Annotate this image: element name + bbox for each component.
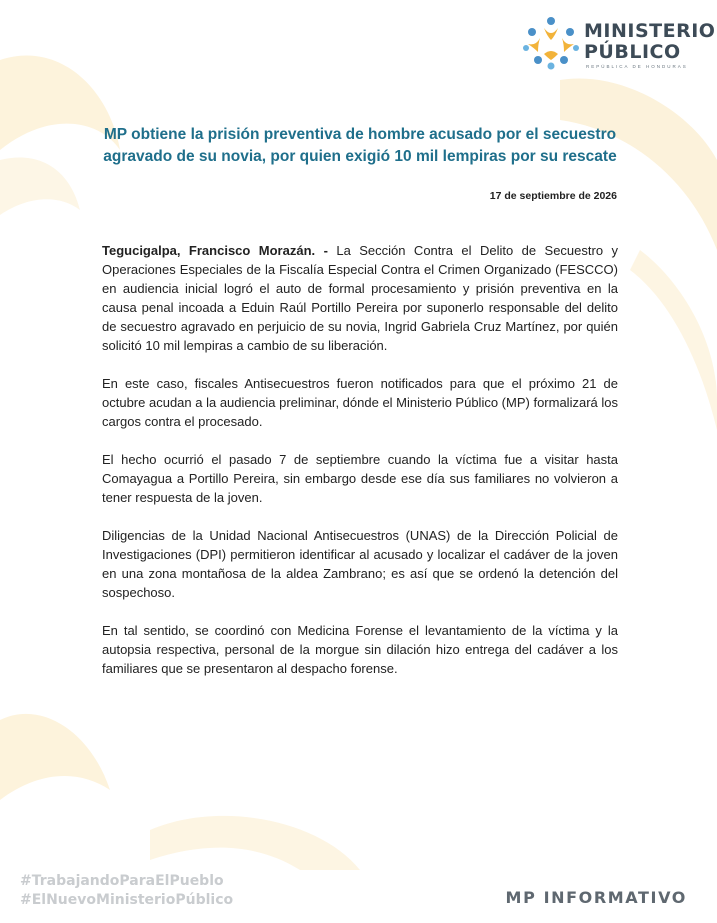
hashtags bbox=[20, 872, 233, 910]
paragraph-1-text: La Sección Contra el Delito de Secuestro y Operaciones Especiales de la Fiscalía Especial Contra el Crimen Organizado (FESCCO) en audiencia inicial logró el auto de formal procesamiento y prisión preventiva en la causa penal incoada a Eduin Raúl Portillo Pereira por suponerlo responsable del delito de secuestro agravado en perjuicio de su novia, Ingrid Gabriela Cruz Martínez, por quién solicitó 10 mil lempiras a cambio de su liberación. bbox=[102, 243, 618, 353]
paragraph-5: En tal sentido, se coordinó con Medicina Forense el levantamiento de la víctima y la autopsia respectiva, personal de la morgue sin dilación hizo entrega del cadáver a los familiares que se presentaron al despacho forense. bbox=[102, 623, 618, 676]
paragraph-4: Diligencias de la Unidad Nacional Antisecuestros (UNAS) de la Dirección Policial de Investigaciones (DPI) permitieron identificar al acusado y localizar el cadáver de la joven en una zona montañosa de la aldea Zambrano; es así que se ordenó la detención del sospechoso. bbox=[102, 528, 618, 600]
dateline: Tegucigalpa, Francisco Morazán. - bbox=[102, 243, 328, 258]
logo-title-line1: MINISTERIO bbox=[584, 20, 716, 42]
paragraph-2: En este caso, fiscales Antisecuestros fueron notificados para que el próximo 21 de octubre acudan a la audiencia preliminar, dónde el Ministerio Público (MP) formalizará los cargos contra el procesado. bbox=[102, 376, 618, 429]
logo-subtitle: REPÚBLICA DE HONDURAS bbox=[586, 64, 688, 69]
hashtag-2: #ElNuevoMinisterioPúblico bbox=[20, 892, 234, 908]
logo-emblem-icon bbox=[522, 14, 580, 72]
footer-brand: MP INFORMATIVO bbox=[505, 888, 687, 907]
article-title: MP obtiene la prisión preventiva de hombre acusado por el secuestro agravado de su novia, por quien exigió 10 mil lempiras por su rescate bbox=[103, 126, 617, 165]
paragraph-3: El hecho ocurrió el pasado 7 de septiembre cuando la víctima fue a visitar hasta Comayagua a Portillo Pereira, sin embargo desde ese día sus familiares no volvieron a tener respuesta de la joven. bbox=[102, 452, 618, 505]
ministerio-publico-logo bbox=[522, 14, 716, 74]
article-date: 17 de septiembre de 2026 bbox=[489, 190, 617, 202]
hashtag-1: #TrabajandoParaElPueblo bbox=[20, 873, 224, 889]
logo-title-line2: PÚBLICO bbox=[584, 41, 681, 63]
paragraph-1 bbox=[102, 241, 618, 355]
article-body bbox=[102, 241, 618, 697]
